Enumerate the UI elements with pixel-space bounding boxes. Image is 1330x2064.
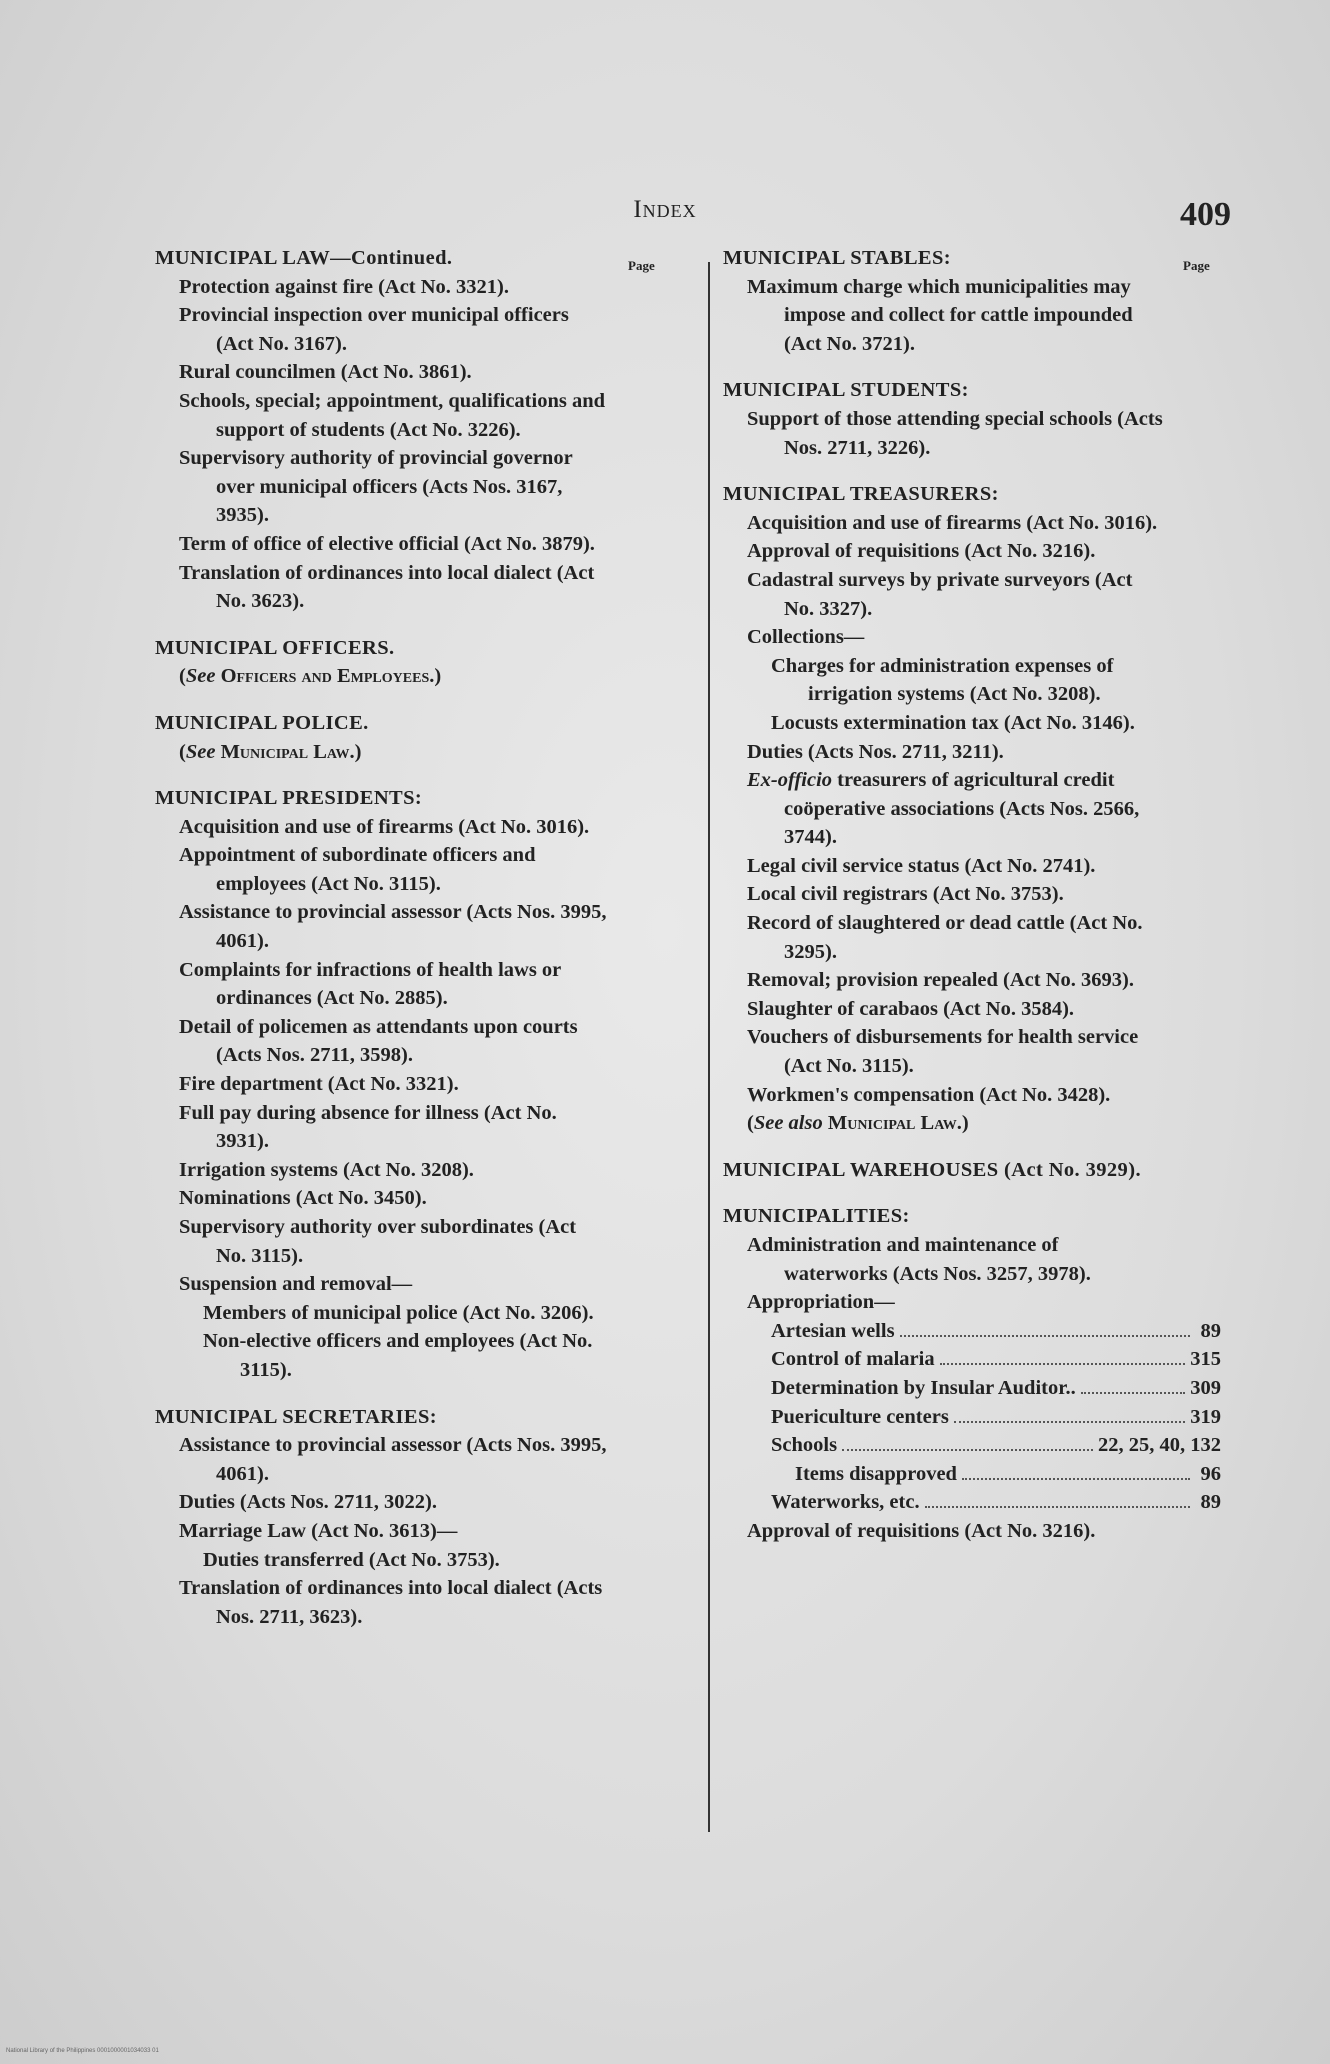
leader-dots	[925, 1506, 1190, 1508]
leader-dots	[954, 1421, 1185, 1423]
page-number: 409	[1180, 196, 1231, 233]
see-label: See also	[753, 1112, 823, 1135]
index-entry: Support of those attending special schools (Acts Nos. 2711, 3226).	[747, 407, 1163, 459]
index-entry: Duties (Acts Nos. 2711, 3022).	[179, 1491, 437, 1514]
section-heading: MUNICIPAL STUDENTS:	[723, 379, 969, 402]
appropriation-page: 319	[1190, 1405, 1221, 1428]
index-entry: Full pay during absence for illness (Act No. 3931).	[179, 1101, 557, 1153]
index-entry: Fire department (Act No. 3321).	[179, 1073, 459, 1096]
appropriation-row	[723, 1317, 1221, 1346]
see-reference: (See Officers and Employees.)	[179, 665, 442, 688]
appropriation-page: 89	[1200, 1491, 1221, 1514]
entry-text: treasurers of agricultural credit coöperative associations (Acts Nos. 2566, 3744).	[784, 769, 1140, 849]
index-section	[155, 1403, 610, 1632]
section-heading: MUNICIPAL OFFICERS.	[155, 636, 395, 659]
section-heading: MUNICIPAL STABLES:	[723, 247, 951, 269]
index-section	[155, 784, 610, 1384]
see-target: Municipal Law.	[827, 1112, 962, 1135]
index-entry: Term of office of elective official (Act No. 3879).	[179, 532, 595, 555]
leader-dots	[900, 1335, 1190, 1337]
index-entry	[723, 766, 1163, 852]
appropriation-row	[723, 1460, 1221, 1489]
index-entry: Schools, special; appointment, qualifications and support of students (Act No. 3226).	[179, 389, 606, 441]
section-heading: MUNICIPAL LAW—Continued.	[155, 247, 453, 269]
index-entry: Assistance to provincial assessor (Acts Nos. 3995, 4061).	[179, 901, 607, 953]
index-entry: Marriage Law (Act No. 3613)—	[179, 1519, 458, 1542]
index-entry: Workmen's compensation (Act No. 3428).	[747, 1083, 1111, 1106]
appropriation-row	[723, 1403, 1221, 1432]
index-entry: Translation of ordinances into local dialect (Acts Nos. 2711, 3623).	[179, 1577, 603, 1628]
index-entry: Appropriation—	[747, 1291, 895, 1314]
appropriation-label: Control of malaria	[771, 1348, 935, 1371]
section-heading: MUNICIPAL SECRETARIES:	[155, 1405, 437, 1428]
index-section	[155, 244, 610, 616]
index-entry: Slaughter of carabaos (Act No. 3584).	[747, 997, 1075, 1020]
index-entry: Nominations (Act No. 3450).	[179, 1187, 427, 1210]
index-entry: Protection against fire (Act No. 3321).	[179, 275, 510, 298]
appropriation-row	[723, 1374, 1221, 1403]
index-entry: Locusts extermination tax (Act No. 3146).	[771, 711, 1135, 734]
index-entry: Appointment of subordinate officers and employees (Act No. 3115).	[179, 844, 536, 895]
index-section	[155, 634, 610, 691]
appropriation-label: Puericulture centers	[771, 1405, 949, 1428]
index-entry: Duties transferred (Act No. 3753).	[203, 1548, 500, 1571]
index-section	[723, 244, 1163, 358]
index-entry: Complaints for infractions of health laws or ordinances (Act No. 2885).	[179, 958, 561, 1010]
see-reference: (See Municipal Law.)	[179, 740, 362, 763]
index-entry: Members of municipal police (Act No. 3206).	[203, 1301, 594, 1324]
leader-dots	[962, 1478, 1190, 1480]
appropriation-row	[723, 1488, 1221, 1517]
appropriation-label: Schools	[771, 1434, 838, 1457]
index-section	[155, 709, 610, 766]
appropriation-page: 309	[1190, 1376, 1221, 1399]
appropriation-page: 96	[1200, 1462, 1221, 1485]
leader-dots	[940, 1363, 1186, 1365]
index-entry: Non-elective officers and employees (Act No. 3115).	[203, 1330, 593, 1381]
appropriation-label: Artesian wells	[771, 1319, 895, 1342]
index-entry: Maximum charge which municipalities may impose and collect for cattle impounded (Act No. 3721).	[747, 275, 1133, 355]
appropriation-page: 89	[1200, 1319, 1221, 1342]
appropriation-page: 22, 25, 40, 132	[1098, 1434, 1221, 1457]
index-entry: Suspension and removal—	[179, 1273, 413, 1296]
index-entry: Rural councilmen (Act No. 3861).	[179, 361, 472, 384]
leader-dots	[842, 1449, 1093, 1451]
see-target: Municipal Law.	[220, 740, 355, 763]
index-entry: Record of slaughtered or dead cattle (Act No. 3295).	[747, 912, 1143, 963]
index-entry: Charges for administration expenses of irrigation systems (Act No. 3208).	[771, 654, 1114, 706]
running-head: Index	[633, 196, 697, 223]
index-section	[723, 480, 1163, 1138]
column-divider	[708, 262, 710, 1832]
index-entry: Administration and maintenance of waterworks (Acts Nos. 3257, 3978).	[747, 1234, 1091, 1285]
index-entry: Supervisory authority over subordinates (Act No. 3115).	[179, 1216, 577, 1267]
appropriation-label: Determination by Insular Auditor..	[771, 1376, 1076, 1399]
left-index-column	[155, 244, 610, 1649]
index-entry: Legal civil service status (Act No. 2741).	[747, 854, 1096, 877]
index-entry: Approval of requisitions (Act No. 3216).	[747, 540, 1096, 563]
appropriation-label: Items disapproved	[795, 1462, 957, 1485]
appropriation-row	[723, 1345, 1221, 1374]
left-page-column-label: Page	[628, 258, 655, 273]
see-target: Officers and Employees.	[220, 665, 435, 688]
index-entry: Supervisory authority of provincial governor over municipal officers (Acts Nos. 3167, 3935).	[179, 447, 573, 527]
entry-italic-term: Ex-officio	[747, 769, 833, 792]
appropriation-label: Waterworks, etc.	[771, 1491, 920, 1514]
scan-footer-tag: National Library of the Philippines 0001000001034033 01	[6, 2048, 159, 2054]
see-reference: (See also Municipal Law.)	[747, 1112, 969, 1135]
section-heading: MUNICIPAL PRESIDENTS:	[155, 787, 423, 810]
index-entry: Acquisition and use of firearms (Act No. 3016).	[179, 815, 590, 838]
section-heading: MUNICIPAL TREASURERS:	[723, 483, 999, 506]
index-section	[723, 1156, 1163, 1185]
section-heading: MUNICIPAL WAREHOUSES (Act No. 3929).	[723, 1158, 1141, 1181]
index-entry: Local civil registrars (Act No. 3753).	[747, 883, 1064, 906]
index-entry: Detail of policemen as attendants upon courts (Acts Nos. 2711, 3598).	[179, 1015, 578, 1067]
right-page-column-label: Page	[1183, 258, 1210, 273]
index-section	[723, 1202, 1221, 1545]
index-section	[723, 376, 1163, 462]
index-entry: Removal; provision repealed (Act No. 3693).	[747, 969, 1134, 992]
section-heading: MUNICIPALITIES:	[723, 1205, 910, 1228]
see-label: See	[185, 665, 216, 688]
index-entry: Approval of requisitions (Act No. 3216).	[747, 1519, 1096, 1542]
appropriation-row	[723, 1431, 1221, 1460]
index-entry: Duties (Acts Nos. 2711, 3211).	[747, 740, 1004, 763]
index-entry: Vouchers of disbursements for health service (Act No. 3115).	[747, 1026, 1139, 1078]
appropriation-page: 315	[1190, 1348, 1221, 1371]
index-entry: Irrigation systems (Act No. 3208).	[179, 1158, 474, 1181]
index-entry: Translation of ordinances into local dialect (Act No. 3623).	[179, 561, 595, 613]
index-entry: Cadastral surveys by private surveyors (Act No. 3327).	[747, 568, 1133, 620]
index-entry: Assistance to provincial assessor (Acts Nos. 3995, 4061).	[179, 1434, 607, 1485]
see-label: See	[185, 740, 216, 763]
index-entry: Collections—	[747, 626, 865, 649]
index-entry: Provincial inspection over municipal officers (Act No. 3167).	[179, 304, 569, 355]
section-heading: MUNICIPAL POLICE.	[155, 711, 369, 734]
index-entry: Acquisition and use of firearms (Act No. 3016).	[747, 511, 1158, 534]
leader-dots	[1081, 1392, 1186, 1394]
